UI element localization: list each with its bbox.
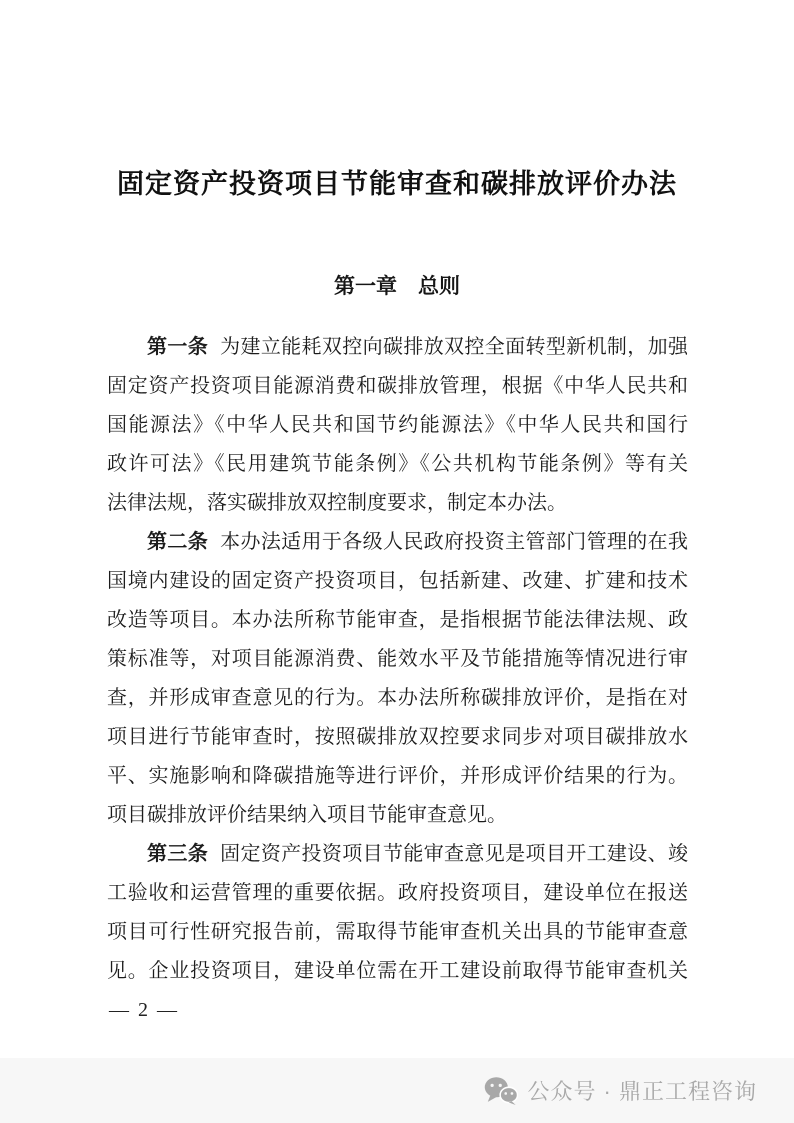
article-text: 本办法适用于各级人民政府投资主管部门管理的在我 bbox=[220, 531, 689, 553]
document-title: 固定资产投资项目节能审查和碳排放评价办法 bbox=[117, 169, 677, 199]
article-lead: 第二条 bbox=[147, 531, 209, 553]
article-line: 法律法规，落实碳排放双控制度要求，制定本办法。 bbox=[107, 492, 567, 514]
article-line: 见。企业投资项目，建设单位需在开工建设前取得节能审查机关 bbox=[107, 960, 688, 982]
page-number: — 2 — bbox=[109, 999, 179, 1021]
article-line bbox=[107, 523, 688, 562]
article-line: 国能源法》《中华人民共和国节约能源法》《中华人民共和国行 bbox=[107, 414, 688, 436]
footer-label: 公众号 · 鼎正工程咨询 bbox=[527, 1079, 757, 1104]
document-body bbox=[107, 328, 688, 991]
article-lead: 第三条 bbox=[147, 843, 209, 865]
article-line: 政许可法》《民用建筑节能条例》《公共机构节能条例》等有关 bbox=[107, 453, 688, 475]
article-line: 改造等项目。本办法所称节能审查，是指根据节能法律法规、政 bbox=[107, 609, 688, 631]
article-line bbox=[107, 328, 688, 367]
footer-content bbox=[484, 1058, 757, 1123]
article-line: 项目碳排放评价结果纳入项目节能审查意见。 bbox=[107, 804, 507, 826]
article-line bbox=[107, 835, 688, 874]
article-line: 工验收和运营管理的重要依据。政府投资项目，建设单位在报送 bbox=[107, 882, 688, 904]
chapter-heading: 第一章 总则 bbox=[334, 275, 460, 298]
footer-band bbox=[0, 1058, 794, 1123]
article-line: 平、实施影响和降碳措施等进行评价，并形成评价结果的行为。 bbox=[107, 765, 688, 787]
wechat-icon bbox=[484, 1076, 518, 1106]
article-lead: 第一条 bbox=[147, 336, 209, 358]
article-line: 项目进行节能审查时，按照碳排放双控要求同步对项目碳排放水 bbox=[107, 726, 688, 748]
article-line: 国境内建设的固定资产投资项目，包括新建、改建、扩建和技术 bbox=[107, 570, 688, 592]
article-text: 固定资产投资项目节能审查意见是项目开工建设、竣 bbox=[220, 843, 689, 865]
article-line: 查，并形成审查意见的行为。本办法所称碳排放评价，是指在对 bbox=[107, 687, 688, 709]
article-line: 固定资产投资项目能源消费和碳排放管理，根据《中华人民共和 bbox=[107, 375, 688, 397]
article-line: 策标准等，对项目能源消费、能效水平及节能措施等情况进行审 bbox=[107, 648, 688, 670]
article-line: 项目可行性研究报告前，需取得节能审查机关出具的节能审查意 bbox=[107, 921, 688, 943]
article-text: 为建立能耗双控向碳排放双控全面转型新机制，加强 bbox=[220, 336, 689, 358]
